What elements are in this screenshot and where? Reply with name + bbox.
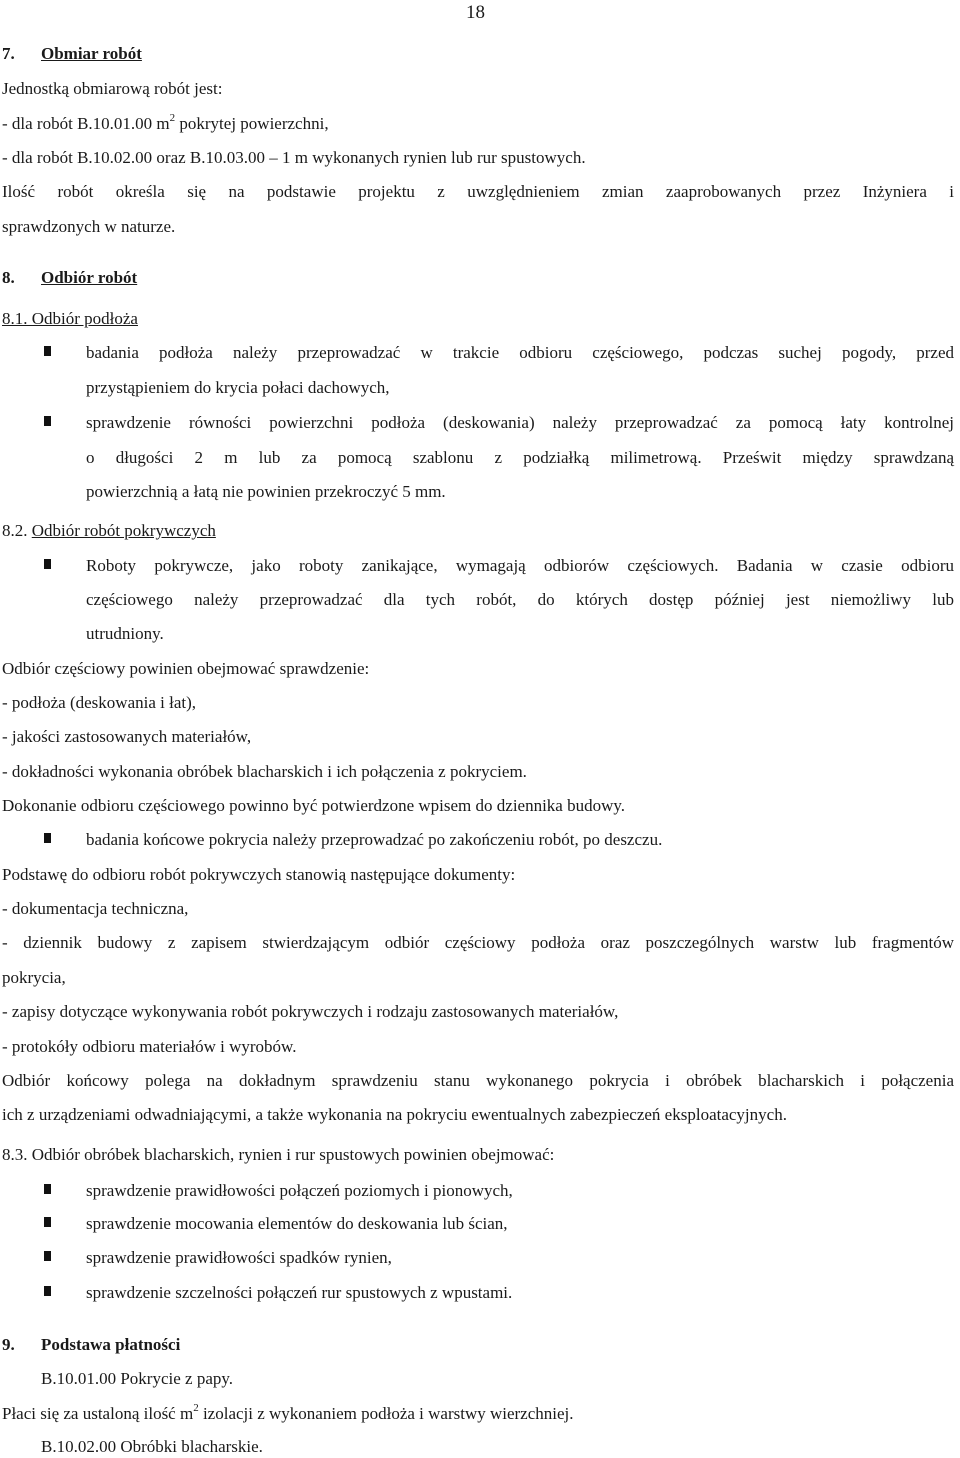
- subsection-8-1-heading: 8.1. Odbiór podłoża: [2, 309, 138, 328]
- section-7-heading: [2, 43, 954, 65]
- s82-bullet-1-line-2: częściowego należy przeprowadzać dla tych robót, do których dostęp później jest niemożliwy lub: [86, 590, 954, 609]
- bullet-icon: [44, 416, 51, 426]
- section-7-line-4: Ilość robót określa się na podstawie projektu z uwzględnieniem zmian zaaprobowanych przez Inżyniera i: [2, 182, 954, 201]
- bullet-icon: [44, 833, 51, 843]
- s83-item-3: sprawdzenie prawidłowości spadków rynien,: [86, 1248, 392, 1267]
- s82-dash-item-4: - dokumentacja techniczna,: [2, 899, 189, 918]
- section-9-line-1: B.10.01.00 Pokrycie z papy.: [41, 1369, 234, 1388]
- section-7-line-3: - dla robót B.10.02.00 oraz B.10.03.00 – 1 m wykonanych rynien lub rur spustowych.: [2, 148, 586, 167]
- section-9-line-2: [2, 1403, 954, 1425]
- s81-bullet-2-line-3: powierzchnią a łatą nie powinien przekroczyć 5 mm.: [86, 482, 446, 501]
- bullet-icon: [44, 1251, 51, 1261]
- s83-item-4: sprawdzenie szczelności połączeń rur spustowych z wpustami.: [86, 1283, 513, 1302]
- s82-dash-item-1: - podłoża (deskowania i łat),: [2, 693, 197, 712]
- section-8-number: 8.: [2, 268, 15, 287]
- s82-bullet-2: badania końcowe pokrycia należy przeprowadzać po zakończeniu robót, po deszczu.: [86, 830, 663, 849]
- s82-dash-item-6: - zapisy dotyczące wykonywania robót pokrywczych i rodzaju zastosowanych materiałów,: [2, 1002, 619, 1021]
- bullet-icon: [44, 346, 51, 356]
- section-9-heading: [2, 1334, 954, 1356]
- s82-dash-item-7: - protokóły odbioru materiałów i wyrobów.: [2, 1037, 297, 1056]
- section-7-number: 7.: [2, 44, 15, 63]
- payment-text: Płaci się za ustaloną ilość m: [2, 1404, 194, 1423]
- s82-bullet-1-line-1: Roboty pokrywcze, jako roboty zanikające, wymagają odbiorów częściowych. Badania w czasie odbioru: [86, 556, 954, 575]
- subsection-8-3-heading: 8.3. Odbiór obróbek blacharskich, rynien i rur spustowych powinien obejmować:: [2, 1145, 555, 1164]
- s82-dash-item-5-line-1: - dziennik budowy z zapisem stwierdzającym odbiór częściowy podłoża oraz poszczególnych warstw lub fragmentów: [2, 933, 954, 952]
- s82-dash-item-5-line-2: pokrycia,: [2, 968, 66, 987]
- s83-item-2: sprawdzenie mocowania elementów do deskowania lub ścian,: [86, 1214, 508, 1233]
- payment-text-tail: izolacji z wykonaniem podłoża i warstwy wierzchniej.: [198, 1404, 574, 1423]
- s82-bullet-1-line-3: utrudniony.: [86, 624, 164, 643]
- superscript: 2: [193, 1402, 199, 1414]
- subsection-8-2-heading: [2, 520, 954, 542]
- page-number: 18: [466, 2, 485, 23]
- s82-paragraph-2: Dokonanie odbioru częściowego powinno być potwierdzone wpisem do dziennika budowy.: [2, 796, 626, 815]
- section-8-heading: [2, 267, 954, 289]
- bullet-icon: [44, 1217, 51, 1227]
- unit-text-tail: pokrytej powierzchni,: [175, 114, 329, 133]
- subsection-8-2-number: 8.2.: [2, 521, 32, 540]
- s81-bullet-1-line-2: przystąpieniem do krycia połaci dachowych,: [86, 378, 390, 397]
- s82-dash-item-3: - dokładności wykonania obróbek blacharskich i ich połączenia z pokryciem.: [2, 762, 527, 781]
- bullet-icon: [44, 1286, 51, 1296]
- s81-bullet-1-line-1: badania podłoża należy przeprowadzać w trakcie odbioru częściowego, podczas suchej pogody, przed: [86, 343, 954, 362]
- s82-paragraph-4-line-1: Odbiór końcowy polega na dokładnym sprawdzeniu stanu wykonanego pokrycia i obróbek blacharskich i połączenia: [2, 1071, 954, 1090]
- subsection-8-2-title: Odbiór robót pokrywczych: [31, 521, 216, 540]
- section-7-line-2: [2, 113, 954, 135]
- s82-dash-item-2: - jakości zastosowanych materiałów,: [2, 727, 252, 746]
- s82-paragraph-4-line-2: ich z urządzeniami odwadniającymi, a także wykonania na pokryciu ewentualnych zabezpieczeń eksploatacyjnych.: [2, 1105, 787, 1124]
- s82-paragraph-3: Podstawę do odbioru robót pokrywczych stanowią następujące dokumenty:: [2, 865, 516, 884]
- unit-text: - dla robót B.10.01.00 m: [2, 114, 170, 133]
- s81-bullet-2-line-1: sprawdzenie równości powierzchni podłoża (deskowania) należy przeprowadzać za pomocą łaty kontrolnej: [86, 413, 954, 432]
- section-7-title: Obmiar robót: [41, 44, 142, 63]
- section-9-title: Podstawa płatności: [41, 1335, 181, 1354]
- superscript: 2: [169, 112, 176, 124]
- section-9-number: 9.: [2, 1335, 15, 1354]
- section-7-line-1: Jednostką obmiarową robót jest:: [2, 79, 223, 98]
- s83-item-1: sprawdzenie prawidłowości połączeń poziomych i pionowych,: [86, 1181, 513, 1200]
- section-8-title: Odbiór robót: [41, 268, 138, 287]
- section-7-line-5: sprawdzonych w naturze.: [2, 217, 176, 236]
- bullet-icon: [44, 1184, 51, 1194]
- section-9-line-3: B.10.02.00 Obróbki blacharskie.: [41, 1437, 263, 1456]
- bullet-icon: [44, 559, 51, 569]
- s82-paragraph-1: Odbiór częściowy powinien obejmować sprawdzenie:: [2, 659, 370, 678]
- s81-bullet-2-line-2: o długości 2 m lub za pomocą szablonu z podziałką milimetrową. Prześwit między sprawdzaną: [86, 448, 954, 467]
